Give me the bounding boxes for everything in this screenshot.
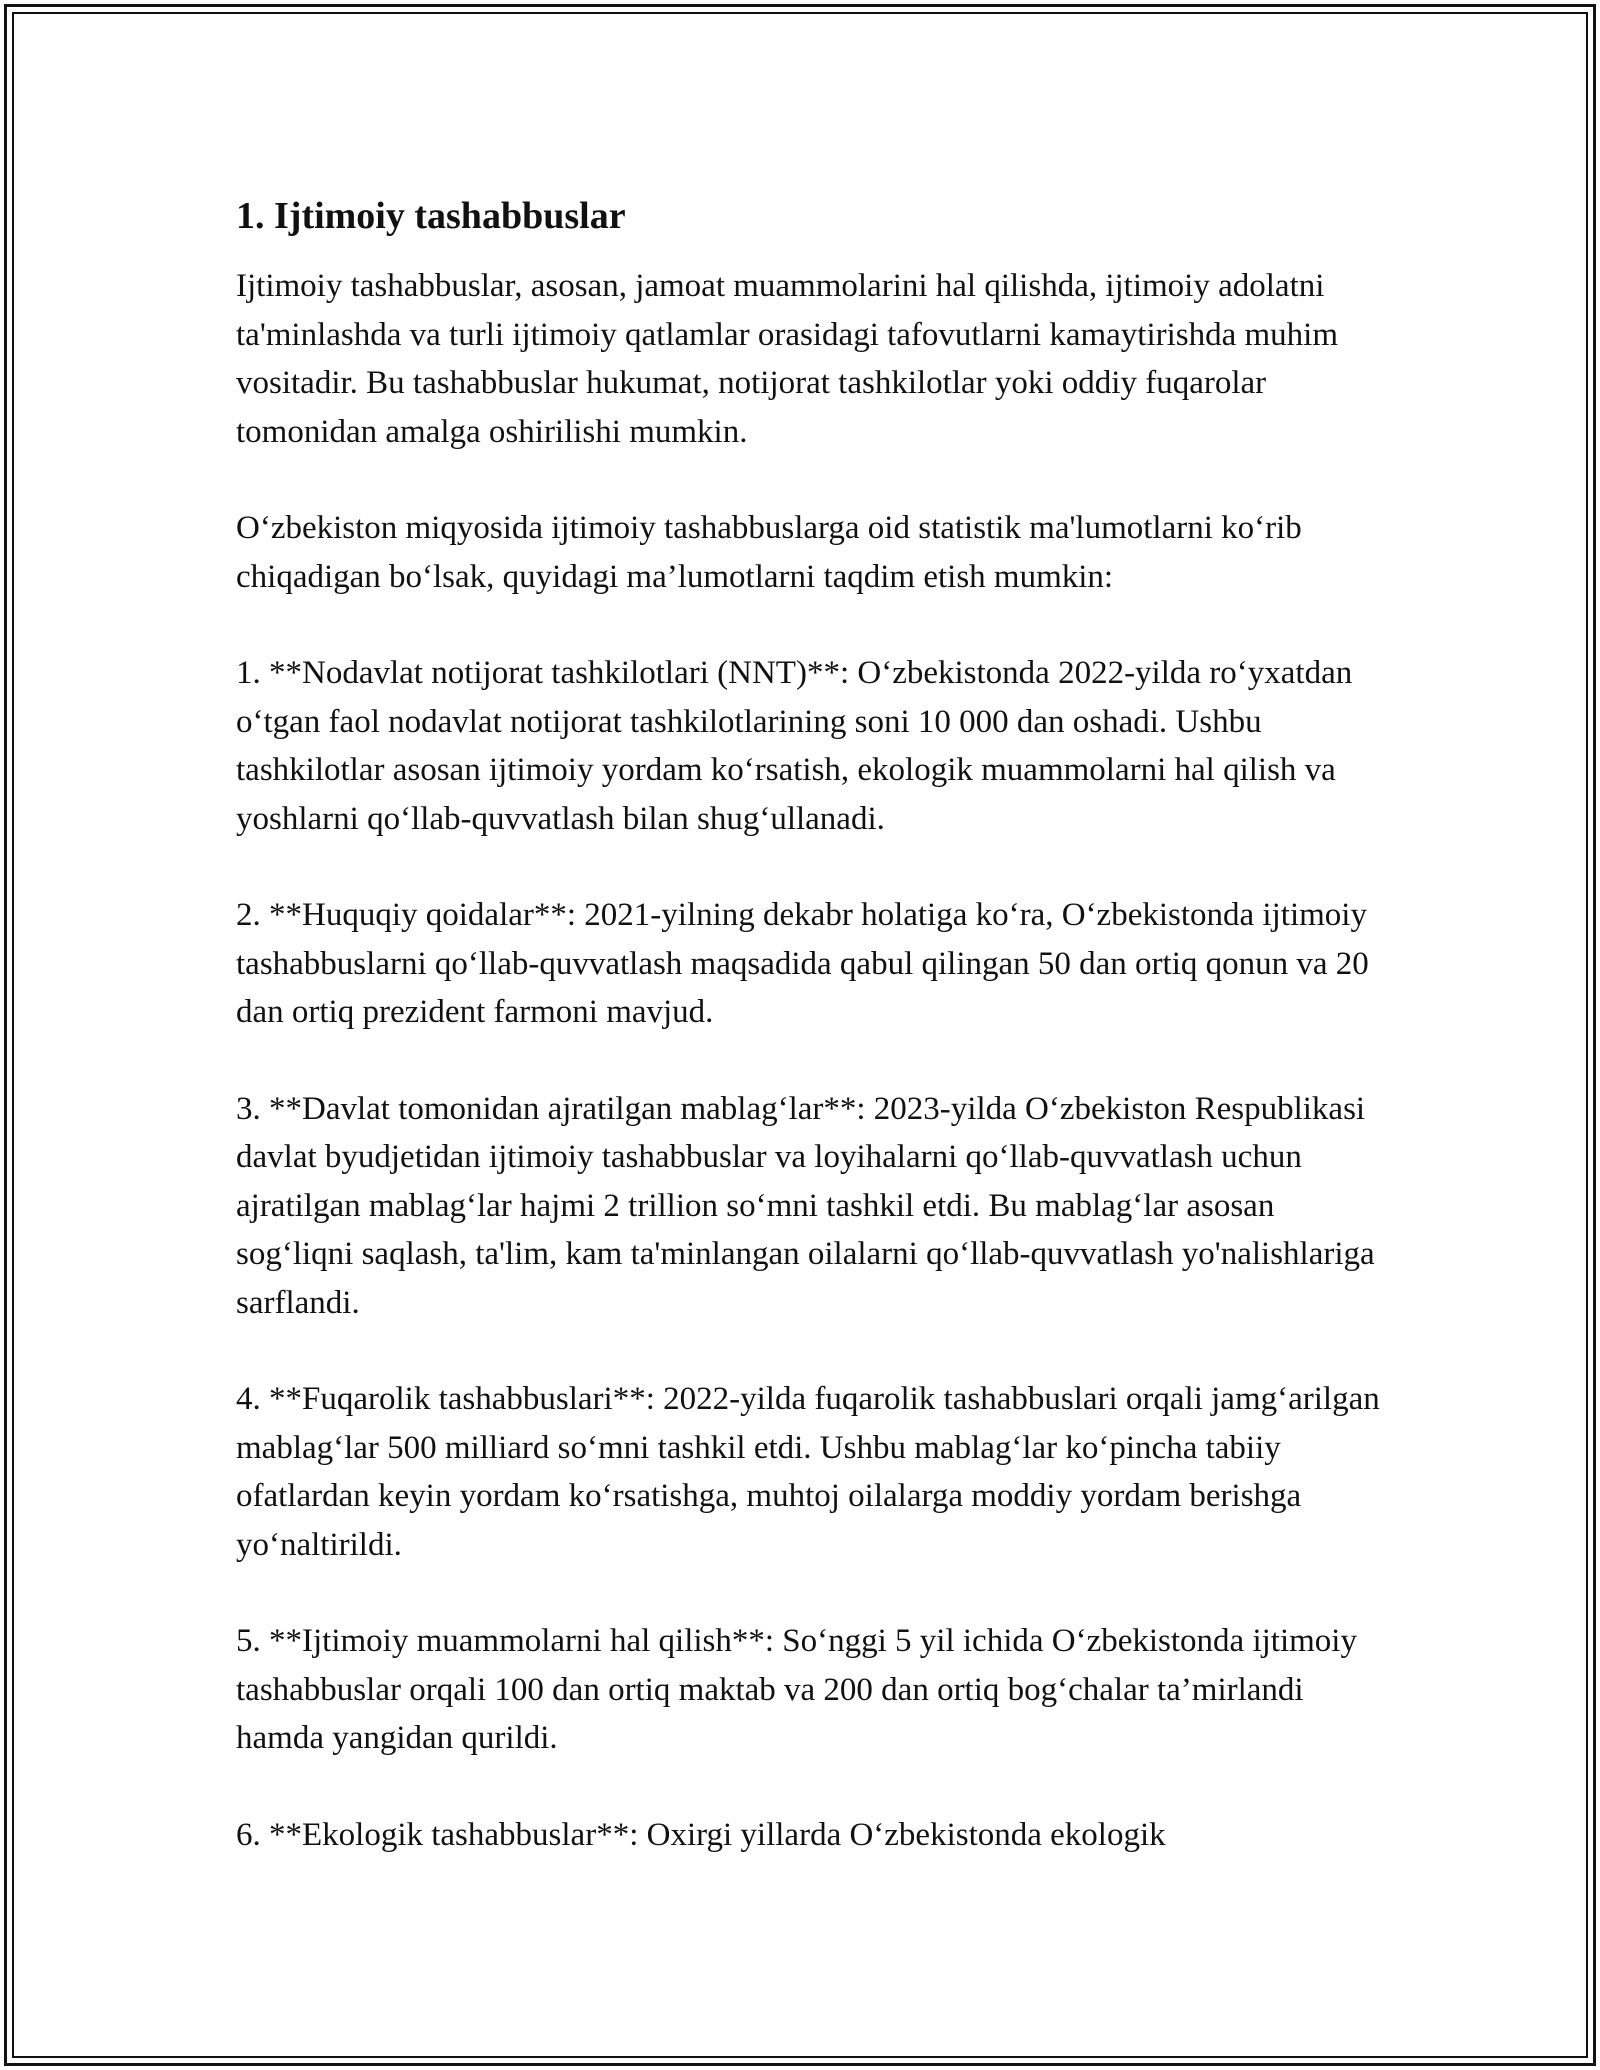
intro-paragraph: Ijtimoiy tashabbuslar, asosan, jamoat muammolarini hal qilishda, ijtimoiy adolatni ta'minlashda va turli ijtimoiy qatlamlar orasidagi tafovutlarni kamaytirishda muhim vositadir. Bu tashabbuslar hukumat, notijorat tashkilotlar yoki oddiy fuqarolar tomonidan amalga oshirilishi mumkin. [236, 268, 1339, 450]
list-item-social-problems: 5. **Ijtimoiy muammolarni hal qilish**: So‘nggi 5 yil ichida O‘zbekistonda ijtimoiy tashabbuslar orqali 100 dan ortiq maktab va 200 dan ortiq bog‘chalar ta’mirlandi hamda yangidan qurildi. [236, 1623, 1357, 1756]
statistics-intro-paragraph: O‘zbekiston miqyosida ijtimoiy tashabbuslarga oid statistik ma'lumotlarni ko‘rib chiqadigan bo‘lsak, quyidagi ma’lumotlarni taqdim etish mumkin: [236, 510, 1302, 595]
list-item-civic-initiatives: 4. **Fuqarolik tashabbuslari**: 2022-yilda fuqarolik tashabbuslari orqali jamg‘arilgan mablag‘lar 500 milliard so‘mni tashkil etdi. Ushbu mablag‘lar ko‘pincha tabiiy ofatlardan keyin yordam ko‘rsatishga, muhtoj oilalarga moddiy yordam berishga yo‘naltirildi. [236, 1381, 1380, 1563]
list-item-ecological-initiatives: 6. **Ekologik tashabbuslar**: Oxirgi yillarda O‘zbekistonda ekologik [236, 1816, 1166, 1853]
list-item-state-funds: 3. **Davlat tomonidan ajratilgan mablag‘lar**: 2023-yilda O‘zbekiston Respublikasi davlat byudjetidan ijtimoiy tashabbuslar va loyihalarni qo‘llab-quvvatlash uchun ajratilgan mablag‘lar hajmi 2 trillion so‘mni tashkil etdi. Bu mablag‘lar asosan sog‘liqni saqlash, ta'lim, kam ta'minlangan oilalarni qo‘llab-quvvatlash yo'nalishlariga sarflandi. [236, 1090, 1375, 1321]
list-item-legal-rules: 2. **Huquqiy qoidalar**: 2021-yilning dekabr holatiga ko‘ra, O‘zbekistonda ijtimoiy tashabbuslarni qo‘llab-quvvatlash maqsadida qabul qilingan 50 dan ortiq qonun va 20 dan ortiq prezident farmoni mavjud. [236, 897, 1369, 1030]
section-heading: 1. Ijtimoiy tashabbuslar [236, 195, 626, 237]
document-body [236, 188, 1386, 1907]
list-item-ngo: 1. **Nodavlat notijorat tashkilotlari (NNT)**: O‘zbekistonda 2022-yilda ro‘yxatdan o‘tgan faol nodavlat notijorat tashkilotlarining soni 10 000 dan oshadi. Ushbu tashkilotlar asosan ijtimoiy yordam ko‘rsatish, ekologik muammolarni hal qilish va yoshlarni qo‘llab-quvvatlash bilan shug‘ullanadi. [236, 655, 1353, 837]
